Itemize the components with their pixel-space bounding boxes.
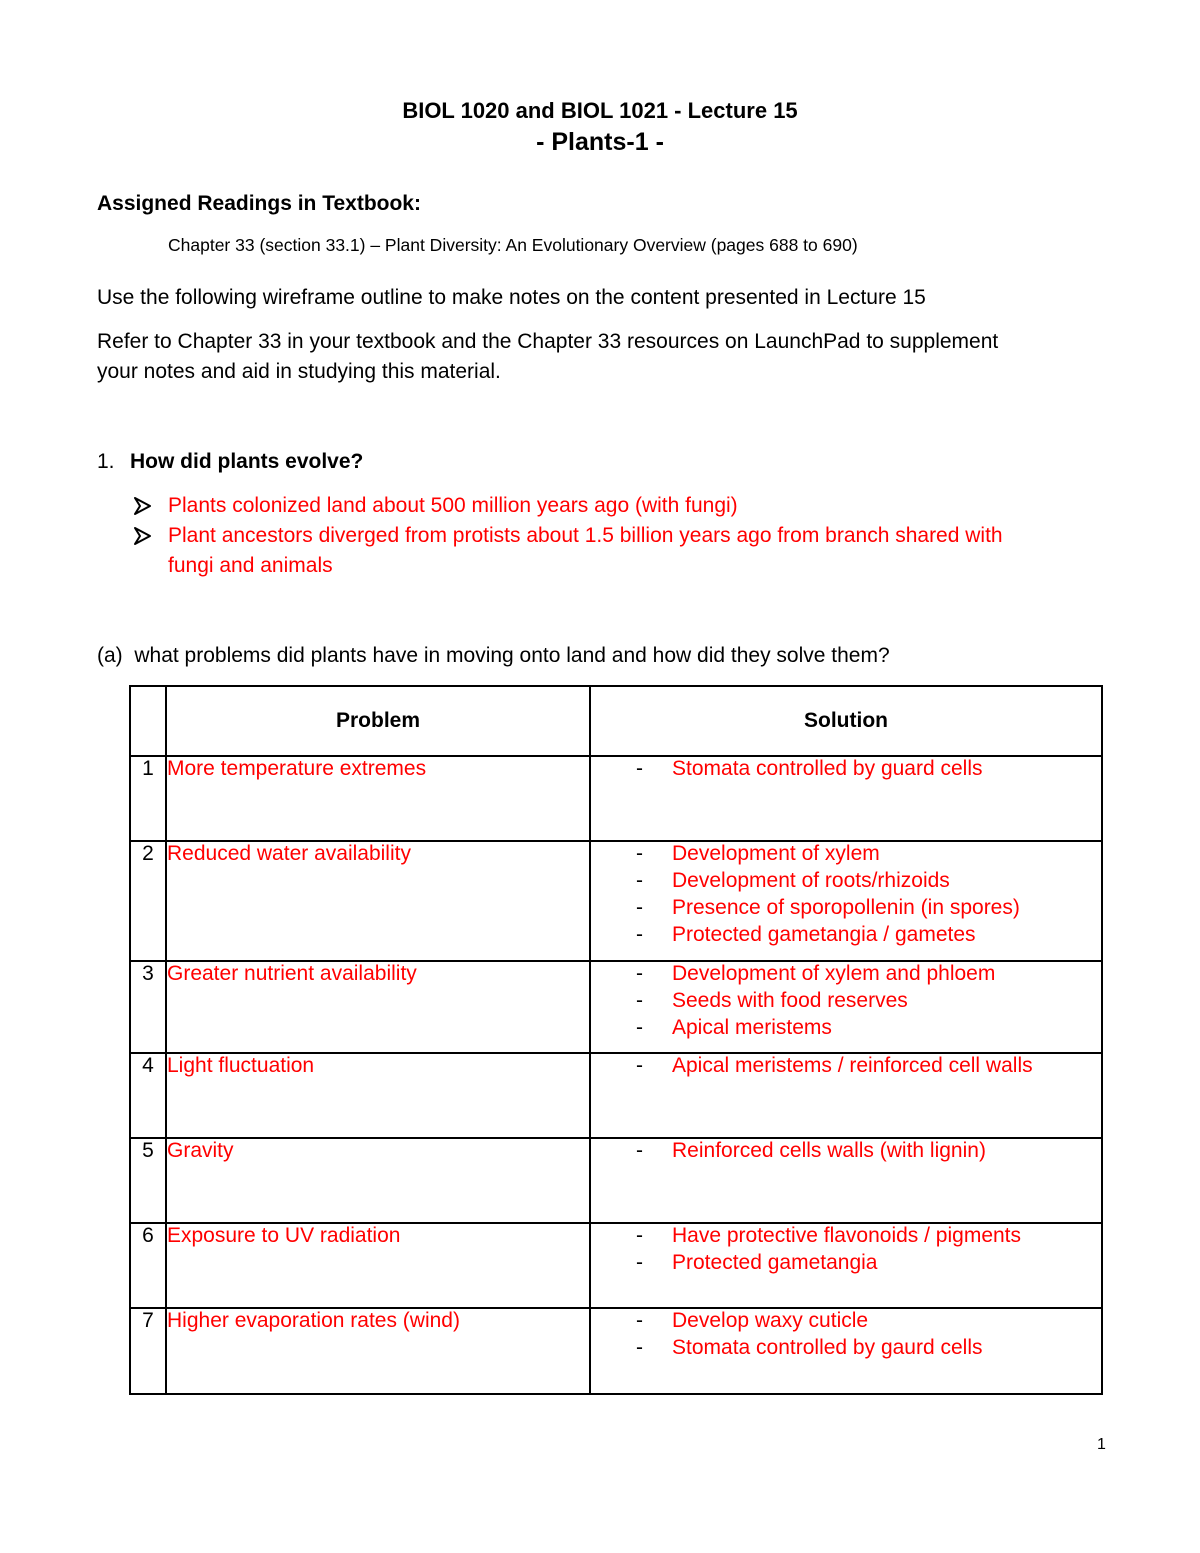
instruction-line-2a: Refer to Chapter 33 in your textbook and the Chapter 33 resources on LaunchPad to supplement <box>97 330 999 353</box>
table-row <box>130 841 1102 961</box>
solution-item: - Seeds with food reserves <box>636 989 908 1012</box>
solution-cell <box>590 1223 1102 1308</box>
solution-cell <box>590 756 1102 841</box>
solution-item: - Apical meristems / reinforced cell walls <box>636 1054 1033 1077</box>
problem-cell: Greater nutrient availability <box>166 961 590 1053</box>
question-a-label: (a) <box>97 644 123 667</box>
solution-cell <box>590 1308 1102 1394</box>
row-number: 2 <box>130 841 166 961</box>
course-title: BIOL 1020 and BIOL 1021 - Lecture 15 <box>402 98 798 123</box>
lecture-topic: - Plants-1 - <box>536 128 664 156</box>
table-row <box>130 1308 1102 1394</box>
problem-cell: Gravity <box>166 1138 590 1223</box>
question-1-text: How did plants evolve? <box>130 450 364 473</box>
solution-item: - Apical meristems <box>636 1016 832 1039</box>
table-row <box>130 1053 1102 1138</box>
table-row <box>130 1223 1102 1308</box>
table-header-row <box>130 686 1102 756</box>
instruction-line-1: Use the following wireframe outline to make notes on the content presented in Lecture 15 <box>97 286 926 309</box>
solution-item: - Reinforced cells walls (with lignin) <box>636 1139 986 1162</box>
table-row <box>130 1138 1102 1223</box>
solution-item: - Development of xylem and phloem <box>636 962 996 985</box>
header-number <box>130 686 166 756</box>
table-row <box>130 961 1102 1053</box>
question-1-number: 1. <box>97 450 115 473</box>
answer-2-line-2: fungi and animals <box>168 554 333 577</box>
solution-item: - Stomata controlled by gaurd cells <box>636 1336 983 1359</box>
question-a <box>97 644 890 668</box>
arrow-bullet-icon <box>133 524 153 548</box>
problem-cell: Light fluctuation <box>166 1053 590 1138</box>
answer-1-line-1: Plants colonized land about 500 million years ago (with fungi) <box>168 494 738 517</box>
solution-item: - Have protective flavonoids / pigments <box>636 1224 1022 1247</box>
solution-cell <box>590 961 1102 1053</box>
solution-item: - Protected gametangia <box>636 1251 878 1274</box>
page-number: 1 <box>1097 1436 1106 1453</box>
solution-cell <box>590 841 1102 961</box>
solution-item: - Protected gametangia / gametes <box>636 923 976 946</box>
chapter-reference: Chapter 33 (section 33.1) – Plant Diversity: An Evolutionary Overview (pages 688 to 690) <box>168 235 858 255</box>
problem-cell: More temperature extremes <box>166 756 590 841</box>
problem-cell: Exposure to UV radiation <box>166 1223 590 1308</box>
question-a-text: what problems did plants have in moving onto land and how did they solve them? <box>134 644 890 667</box>
row-number: 1 <box>130 756 166 841</box>
solution-cell <box>590 1138 1102 1223</box>
readings-heading: Assigned Readings in Textbook: <box>97 192 421 215</box>
solution-item: - Development of roots/rhizoids <box>636 869 950 892</box>
row-number: 7 <box>130 1308 166 1394</box>
problem-cell: Reduced water availability <box>166 841 590 961</box>
header-solution: Solution <box>590 686 1102 756</box>
problem-solution-table <box>129 685 1103 1395</box>
row-number: 3 <box>130 961 166 1053</box>
solution-item: - Presence of sporopollenin (in spores) <box>636 896 1020 919</box>
header-problem: Problem <box>166 686 590 756</box>
table-row <box>130 756 1102 841</box>
solution-item: - Develop waxy cuticle <box>636 1309 869 1332</box>
problem-cell: Higher evaporation rates (wind) <box>166 1308 590 1394</box>
arrow-bullet-icon <box>133 494 153 518</box>
instruction-line-2b: your notes and aid in studying this material. <box>97 360 501 383</box>
solution-cell <box>590 1053 1102 1138</box>
solution-item: - Stomata controlled by guard cells <box>636 757 983 780</box>
row-number: 5 <box>130 1138 166 1223</box>
question-1 <box>97 450 363 474</box>
solution-item: - Development of xylem <box>636 842 880 865</box>
answer-2-line-1: Plant ancestors diverged from protists about 1.5 billion years ago from branch shared with <box>168 524 1003 547</box>
row-number: 4 <box>130 1053 166 1138</box>
row-number: 6 <box>130 1223 166 1308</box>
